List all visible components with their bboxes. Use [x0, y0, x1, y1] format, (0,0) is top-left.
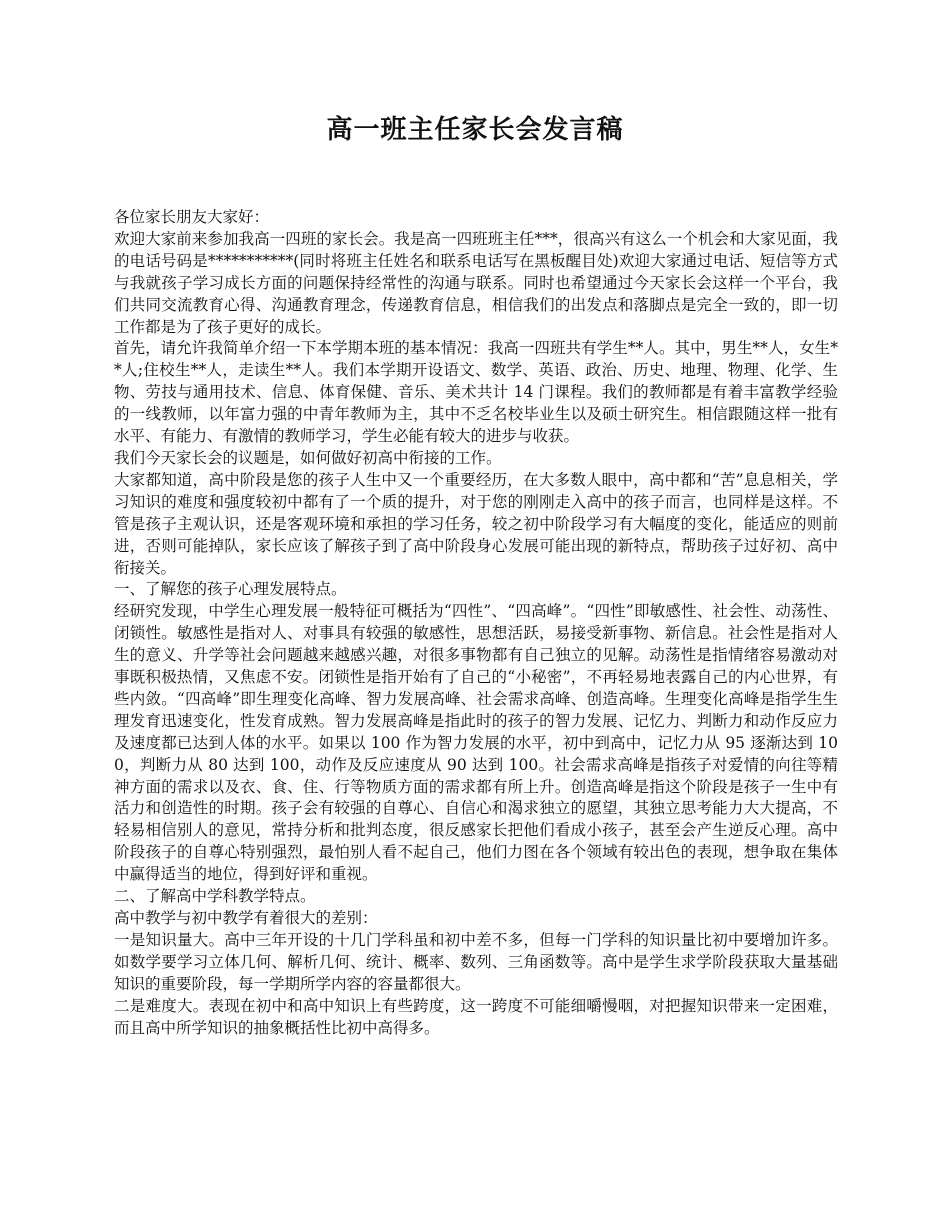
paragraph-welcome: 欢迎大家前来参加我高一四班的家长会。我是高一四班班主任***，很高兴有这么一个机会和大家见面，我的电话号码是***********(同时将班主任姓名和联系电话写在黑板醒目处)欢迎大家通过电话、短信等方式与我就孩子学习成长方面的问题保持经常性的沟通与联系。同时也希望通过今天家长会这样一个平台，我们共同交流教育心得、沟通教育理念，传递教育信息，相信我们的出发点和落脚点是完全一致的，即一切工作都是为了孩子更好的成长。: [114, 229, 838, 336]
paragraph-teaching-difference: 高中教学与初中教学有着很大的差别：: [114, 909, 378, 927]
paragraph-high-school-transition: 大家都知道，高中阶段是您的孩子人生中又一个重要经历，在大多数人眼中，高中都和“苦”息息相关，学习知识的难度和强度较初中都有了一个质的提升，对于您的刚刚走入高中的孩子而言，也同样是这样。不管是孩子主观认识，还是客观环境和承担的学习任务，较之初中阶段学习有大幅度的变化，能适应的则前进，否则可能掉队，家长应该了解孩子到了高中阶段身心发展可能出现的新特点，帮助孩子过好初、高中衔接关。: [114, 470, 838, 577]
paragraph-meeting-topic: 我们今天家长会的议题是，如何做好初高中衔接的工作。: [114, 448, 502, 467]
paragraph-knowledge-volume: 一是知识量大。高中三年开设的十几门学科虽和初中差不多，但每一门学科的知识量比初中要增加许多。如数学要学习立体几何、解析几何、统计、概率、数列、三角函数等。高中是学生求学阶段获取大量基础知识的重要阶段，每一学期所学内容的容量都很大。: [114, 930, 838, 993]
section-heading-psychology: 一、了解您的孩子心理发展特点。: [114, 580, 347, 599]
document-title: 高一班主任家长会发言稿: [326, 115, 624, 145]
document-body: [114, 207, 838, 1039]
section-heading-teaching: 二、了解高中学科教学特点。: [114, 887, 316, 906]
paragraph-greeting: 各位家长朋友大家好：: [114, 208, 270, 226]
paragraph-class-overview: 首先，请允许我简单介绍一下本学期本班的基本情况：我高一四班共有学生**人。其中，男生**人，女生**人;住校生**人，走读生**人。我们本学期开设语文、数学、英语、政治、历史、地理、物理、化学、生物、劳技与通用技术、信息、体育保健、音乐、美术共计 14 门课程。我们的教师都是有着丰富教学经验的一线教师，以年富力强的中青年教师为主，其中不乏名校毕业生以及硕士研究生。相信跟随这样一批有水平、有能力、有激情的教师学习，学生必能有较大的进步与收获。: [114, 339, 838, 446]
paragraph-difficulty: 二是难度大。表现在初中和高中知识上有些跨度，这一跨度不可能细嚼慢咽，对把握知识带来一定困难，而且高中所学知识的抽象概括性比初中高得多。: [114, 996, 838, 1037]
paragraph-psychology-traits: 经研究发现，中学生心理发展一般特征可概括为“四性”、“四高峰”。“四性”即敏感性、社会性、动荡性、闭锁性。敏感性是指对人、对事具有较强的敏感性，思想活跃，易接受新事物、新信息。社会性是指对人生的意义、升学等社会问题越来越感兴趣，对很多事物都有自己独立的见解。动荡性是指情绪容易激动对事既积极热情，又焦虑不安。闭锁性是指开始有了自己的“小秘密”，不再轻易地表露自己的内心世界，有些内敛。“四高峰”即生理变化高峰、智力发展高峰、社会需求高峰、创造高峰。生理变化高峰是指学生生理发育迅速变化，性发育成熟。智力发展高峰是指此时的孩子的智力发展、记忆力、判断力和动作反应力及速度都已达到人体的水平。如果以 100 作为智力发展的水平，初中到高中，记忆力从 95 逐渐达到 100，判断力从 80 达到 100，动作及反应速度从 90 达到 100。社会需求高峰是指孩子对爱情的向往等精神方面的需求以及衣、食、住、行等物质方面的需求都有所上升。创造高峰是指这个阶段是孩子一生中有活力和创造性的时期。孩子会有较强的自尊心、自信心和渴求独立的愿望，其独立思考能力大大提高，不轻易相信别人的意见，常持分析和批判态度，很反感家长把他们看成小孩子，甚至会产生逆反心理。高中阶段孩子的自尊心特别强烈，最怕别人看不起自己，他们力图在各个领域有较出色的表现，想争取在集体中赢得适当的地位，得到好评和重视。: [114, 602, 838, 884]
